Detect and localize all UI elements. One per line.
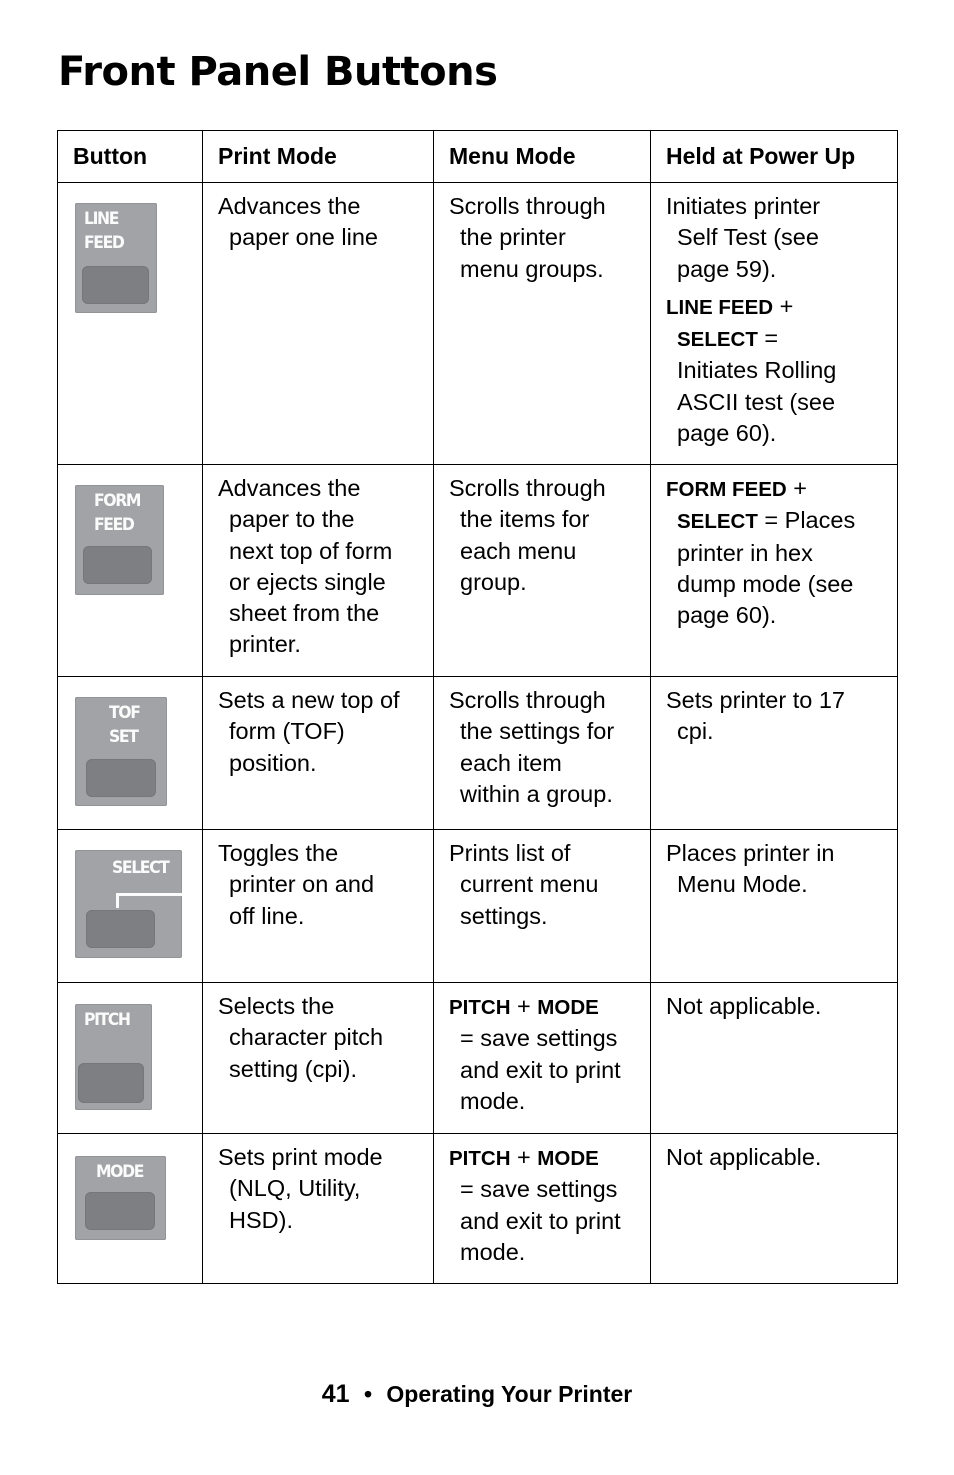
- cell-line: setting (cpi).: [229, 1055, 357, 1082]
- button-cell: [58, 983, 203, 1134]
- equals-sign: =: [764, 325, 779, 352]
- line-feed-key-icon: [75, 203, 157, 313]
- menu-mode-cell: [434, 465, 651, 677]
- key-label: PITCH: [84, 1010, 130, 1030]
- key-pad: [83, 546, 152, 584]
- print-mode-cell: [203, 983, 434, 1134]
- cell-line: Selects the: [218, 993, 335, 1019]
- cell-line: Menu Mode.: [677, 871, 808, 898]
- key-label: TOF SET: [109, 703, 140, 747]
- menu-mode-cell: [434, 1134, 651, 1284]
- cell-line: Advances the: [218, 475, 361, 501]
- cell-line: HSD).: [229, 1206, 293, 1233]
- power-up-cell: [651, 830, 898, 983]
- cell-line: or ejects single: [229, 568, 386, 595]
- cell-line: mode.: [460, 1087, 526, 1114]
- power-up-cell: [651, 465, 898, 677]
- table-row: [58, 677, 898, 830]
- cell-line: current menu: [460, 871, 599, 898]
- print-mode-cell: [203, 830, 434, 983]
- header-button: Button: [58, 131, 203, 183]
- cell-line: Initiates printer: [666, 193, 821, 219]
- cell-line: dump mode (see: [677, 570, 854, 597]
- menu-mode-cell: [434, 983, 651, 1134]
- key-name: PITCH: [449, 996, 511, 1019]
- header-menu-mode: Menu Mode: [434, 131, 651, 183]
- cell-line: and exit to print: [460, 1207, 621, 1234]
- key-pad: [86, 910, 155, 948]
- table-header-row: [58, 131, 898, 183]
- key-pad: [85, 1192, 155, 1230]
- cell-line: paper to the: [229, 506, 355, 533]
- footer-section-title: Operating Your Printer: [386, 1381, 633, 1407]
- front-panel-buttons-table: [57, 130, 898, 1284]
- table-row: [58, 830, 898, 983]
- key-pad: [82, 266, 149, 304]
- cell-line: printer on and: [229, 871, 375, 898]
- cell-line: Sets printer to 17: [666, 687, 845, 713]
- cell-line: and exit to print: [460, 1056, 621, 1083]
- form-feed-key-icon: [75, 485, 164, 595]
- key-label: LINE FEED: [84, 209, 124, 253]
- cell-line: ASCII test (see: [677, 388, 836, 415]
- page-number: 41: [321, 1380, 350, 1408]
- power-up-cell: [651, 1134, 898, 1284]
- cell-line: Not applicable.: [666, 1144, 822, 1170]
- plus-sign: +: [793, 475, 807, 501]
- cell-line: group.: [460, 568, 527, 595]
- pitch-key-icon: [75, 1004, 152, 1110]
- print-mode-cell: [203, 1134, 434, 1284]
- cell-line: cpi.: [677, 718, 714, 745]
- cell-line: Prints list of: [449, 840, 571, 866]
- footer-separator: •: [363, 1381, 373, 1407]
- print-mode-cell: [203, 677, 434, 830]
- key-name: MODE: [537, 996, 599, 1019]
- plus-sign: +: [517, 1144, 531, 1170]
- key-name: SELECT: [677, 328, 758, 352]
- key-pad: [86, 759, 156, 797]
- menu-mode-cell: [434, 183, 651, 465]
- cell-line: Sets print mode: [218, 1144, 383, 1170]
- cell-line: Sets a new top of: [218, 687, 400, 713]
- cell-line: page 60).: [677, 602, 777, 629]
- key-label: MODE: [96, 1162, 144, 1182]
- header-held-at-power-up: Held at Power Up: [651, 131, 898, 183]
- key-pad: [78, 1063, 144, 1103]
- cell-line: = save settings: [460, 1025, 618, 1052]
- cell-line: page 60).: [677, 420, 777, 447]
- mode-key-icon: [75, 1156, 166, 1240]
- key-label: FORM FEED: [94, 491, 141, 535]
- button-cell: [58, 183, 203, 465]
- print-mode-cell: [203, 183, 434, 465]
- cell-line: the items for: [460, 506, 590, 533]
- tof-set-key-icon: [75, 697, 167, 806]
- table-row: [58, 183, 898, 465]
- key-name: FORM FEED: [666, 478, 787, 501]
- plus-sign: +: [517, 993, 531, 1019]
- cell-line: Self Test (see: [677, 224, 819, 251]
- key-name: MODE: [537, 1147, 599, 1170]
- cell-line: mode.: [460, 1238, 526, 1265]
- power-up-cell: [651, 983, 898, 1134]
- cell-line: off line.: [229, 902, 305, 929]
- cell-line: each item: [460, 749, 562, 776]
- cell-line: (NLQ, Utility,: [229, 1175, 361, 1202]
- cell-line: Scrolls through: [449, 193, 606, 219]
- cell-line: paper one line: [229, 224, 378, 251]
- button-cell: [58, 465, 203, 677]
- key-indicator-line: [116, 893, 119, 908]
- key-name: SELECT: [677, 510, 758, 534]
- cell-line: form (TOF): [229, 718, 345, 745]
- key-name: PITCH: [449, 1147, 511, 1170]
- table-row: [58, 1134, 898, 1284]
- key-name: LINE FEED: [666, 295, 774, 319]
- plus-sign: +: [779, 292, 794, 319]
- cell-line: character pitch: [229, 1024, 384, 1051]
- button-cell: [58, 830, 203, 983]
- equals-sign: = Places: [764, 507, 856, 534]
- cell-line: position.: [229, 749, 317, 776]
- cell-line: Advances the: [218, 193, 361, 219]
- cell-line: printer.: [229, 631, 301, 658]
- cell-line: settings.: [460, 902, 548, 929]
- cell-line: next top of form: [229, 537, 393, 564]
- cell-line: the settings for: [460, 718, 615, 745]
- cell-line: sheet from the: [229, 600, 380, 627]
- page-footer: [0, 1380, 954, 1409]
- cell-line: within a group.: [460, 780, 613, 807]
- cell-line: each menu: [460, 537, 577, 564]
- print-mode-cell: [203, 465, 434, 677]
- button-cell: [58, 677, 203, 830]
- cell-line: Places printer in: [666, 840, 835, 866]
- cell-line: printer in hex: [677, 539, 813, 566]
- cell-line: Scrolls through: [449, 687, 606, 713]
- key-label: SELECT: [112, 858, 169, 878]
- button-cell: [58, 1134, 203, 1284]
- page-title: Front Panel Buttons: [58, 49, 498, 95]
- cell-line: = save settings: [460, 1176, 618, 1203]
- power-up-cell: [651, 677, 898, 830]
- table-row: [58, 465, 898, 677]
- select-key-icon: [75, 850, 182, 958]
- cell-line: Scrolls through: [449, 475, 606, 501]
- cell-line: Not applicable.: [666, 993, 822, 1019]
- table-row: [58, 983, 898, 1134]
- power-up-cell: [651, 183, 898, 465]
- header-print-mode: Print Mode: [203, 131, 434, 183]
- cell-line: Initiates Rolling: [677, 357, 837, 384]
- cell-line: menu groups.: [460, 255, 604, 282]
- cell-line: Toggles the: [218, 840, 339, 866]
- cell-line: page 59).: [677, 255, 777, 282]
- cell-line: the printer: [460, 224, 566, 251]
- menu-mode-cell: [434, 830, 651, 983]
- menu-mode-cell: [434, 677, 651, 830]
- key-indicator-line: [116, 893, 182, 896]
